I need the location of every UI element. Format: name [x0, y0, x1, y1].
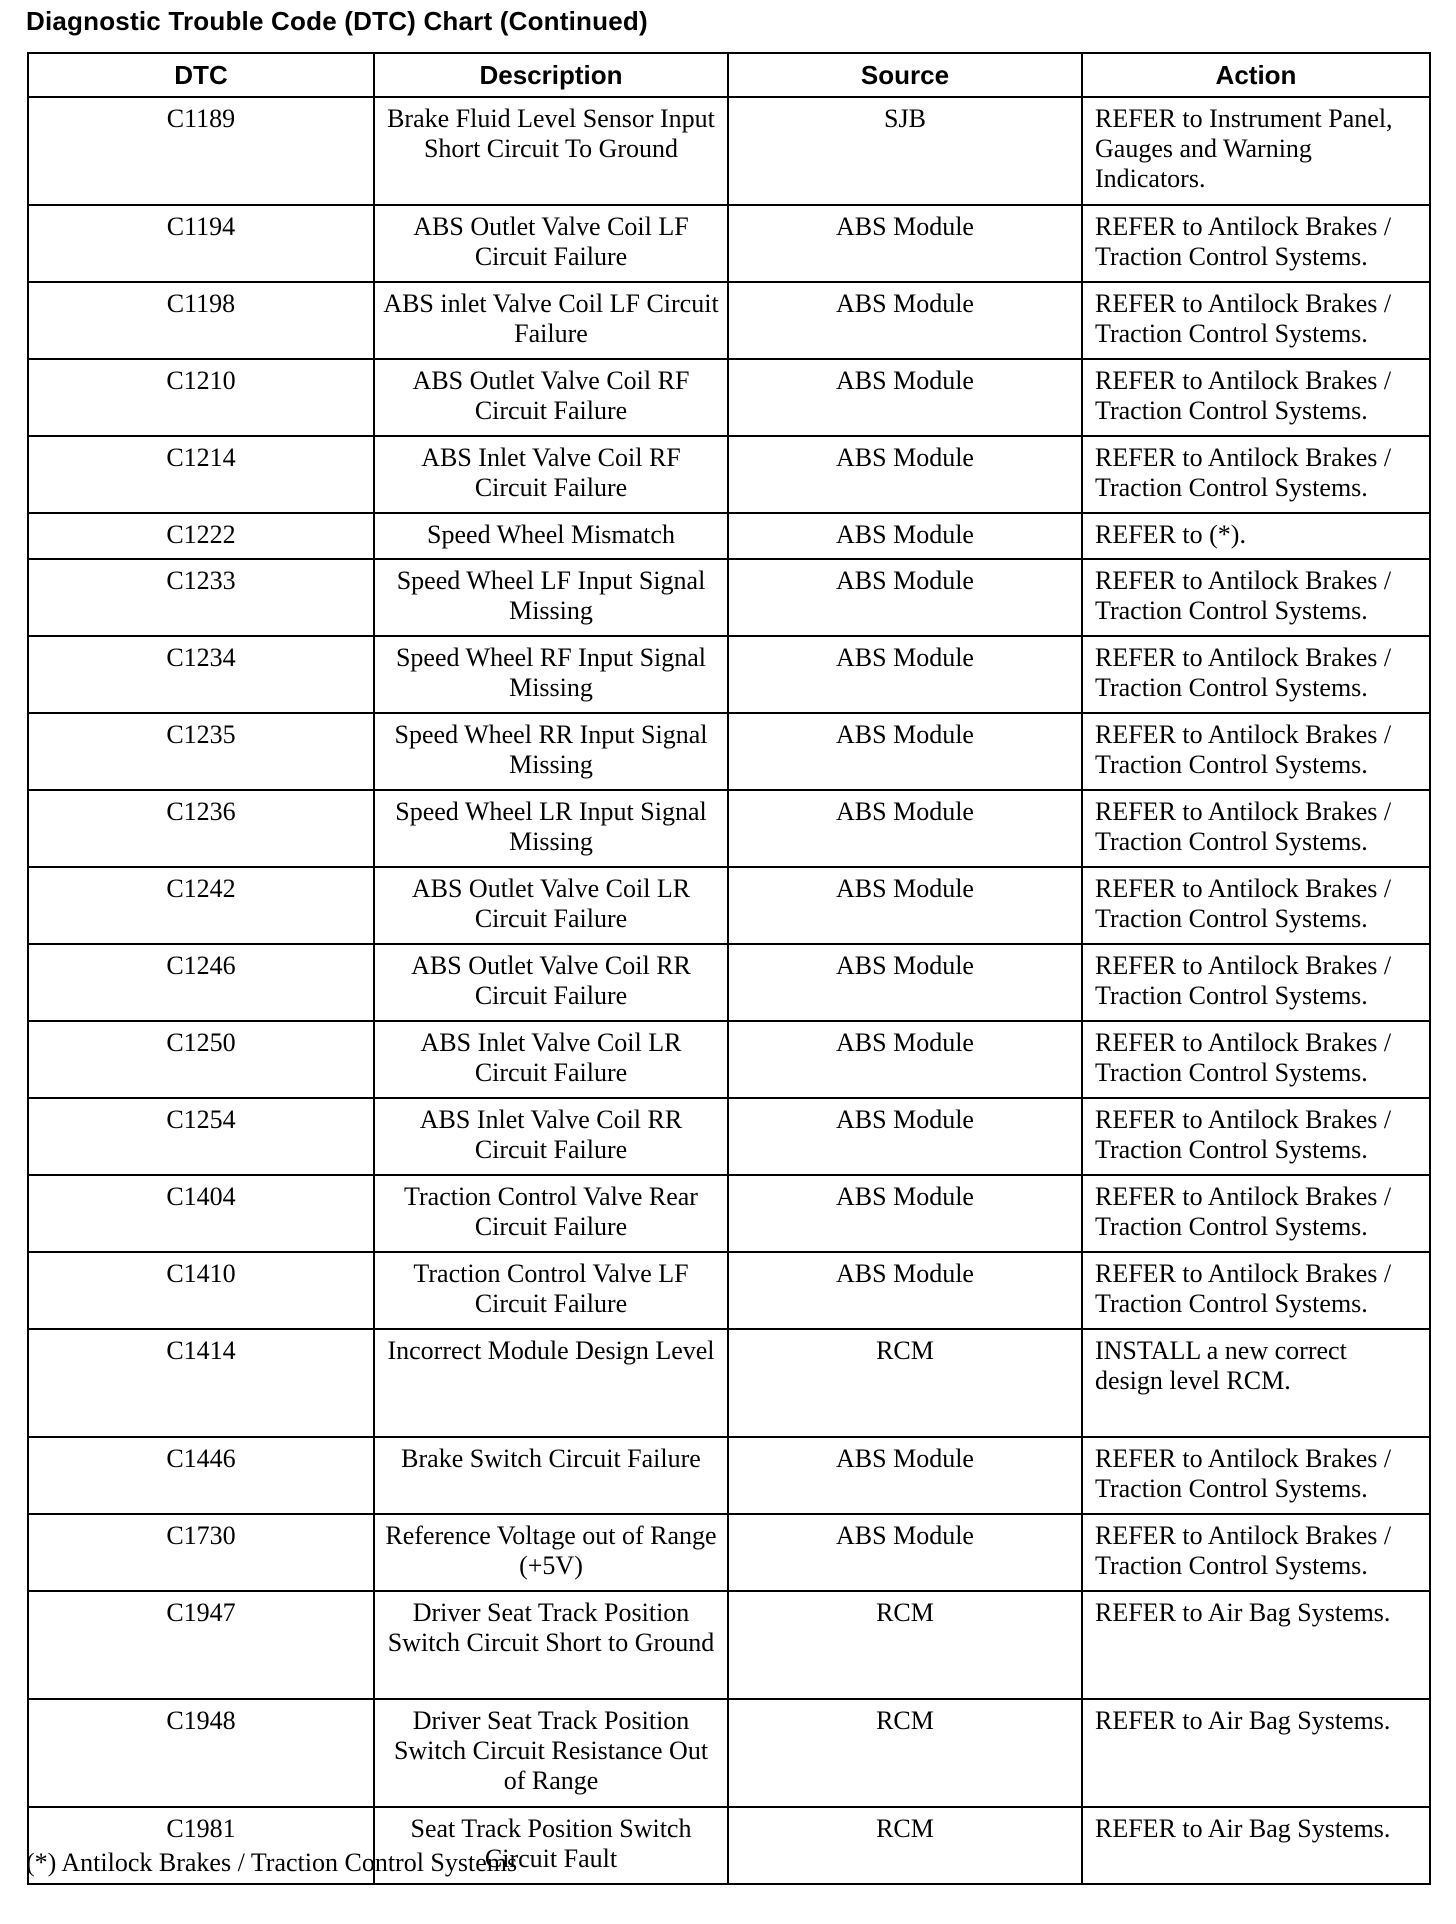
cell-action: INSTALL a new correct design level RCM.	[1082, 1329, 1430, 1437]
table-row	[28, 636, 1430, 713]
cell-source: ABS Module	[728, 1252, 1082, 1329]
cell-action: REFER to Antilock Brakes / Traction Control Systems.	[1082, 1175, 1430, 1252]
cell-description: ABS Inlet Valve Coil RR Circuit Failure	[374, 1098, 728, 1175]
cell-source: ABS Module	[728, 559, 1082, 636]
cell-action: REFER to Air Bag Systems.	[1082, 1699, 1430, 1807]
cell-dtc: C1194	[28, 205, 374, 282]
cell-description: Speed Wheel RF Input Signal Missing	[374, 636, 728, 713]
table-row	[28, 713, 1430, 790]
cell-source: ABS Module	[728, 636, 1082, 713]
cell-source: RCM	[728, 1591, 1082, 1699]
cell-dtc: C1210	[28, 359, 374, 436]
cell-action: REFER to Antilock Brakes / Traction Control Systems.	[1082, 790, 1430, 867]
cell-description: ABS Outlet Valve Coil LF Circuit Failure	[374, 205, 728, 282]
cell-source: ABS Module	[728, 359, 1082, 436]
table-row	[28, 1252, 1430, 1329]
cell-dtc: C1214	[28, 436, 374, 513]
cell-action: REFER to Antilock Brakes / Traction Control Systems.	[1082, 282, 1430, 359]
cell-dtc: C1948	[28, 1699, 374, 1807]
cell-action: REFER to Air Bag Systems.	[1082, 1807, 1430, 1884]
cell-dtc: C1236	[28, 790, 374, 867]
cell-action: REFER to Antilock Brakes / Traction Control Systems.	[1082, 1252, 1430, 1329]
cell-dtc: C1198	[28, 282, 374, 359]
cell-source: ABS Module	[728, 1021, 1082, 1098]
cell-action: REFER to Antilock Brakes / Traction Control Systems.	[1082, 1437, 1430, 1514]
cell-action: REFER to Antilock Brakes / Traction Control Systems.	[1082, 559, 1430, 636]
cell-source: ABS Module	[728, 944, 1082, 1021]
dtc-table	[27, 52, 1431, 1885]
cell-dtc: C1235	[28, 713, 374, 790]
cell-description: ABS Inlet Valve Coil RF Circuit Failure	[374, 436, 728, 513]
cell-action: REFER to Instrument Panel, Gauges and Warning Indicators.	[1082, 97, 1430, 205]
table-row	[28, 944, 1430, 1021]
cell-action: REFER to Antilock Brakes / Traction Control Systems.	[1082, 636, 1430, 713]
cell-description: ABS Inlet Valve Coil LR Circuit Failure	[374, 1021, 728, 1098]
table-header	[28, 53, 1430, 97]
cell-action: REFER to Antilock Brakes / Traction Control Systems.	[1082, 205, 1430, 282]
table-row	[28, 205, 1430, 282]
header-row	[28, 53, 1430, 97]
cell-dtc: C1414	[28, 1329, 374, 1437]
table-row	[28, 1329, 1430, 1437]
cell-dtc: C1233	[28, 559, 374, 636]
cell-source: ABS Module	[728, 713, 1082, 790]
cell-description: Driver Seat Track Position Switch Circuit Resistance Out of Range	[374, 1699, 728, 1807]
column-header-description: Description	[374, 53, 728, 97]
cell-dtc: C1730	[28, 1514, 374, 1591]
column-header-source: Source	[728, 53, 1082, 97]
cell-action: REFER to Antilock Brakes / Traction Control Systems.	[1082, 867, 1430, 944]
table-row	[28, 359, 1430, 436]
cell-dtc: C1250	[28, 1021, 374, 1098]
cell-description: Traction Control Valve LF Circuit Failure	[374, 1252, 728, 1329]
table-row	[28, 790, 1430, 867]
cell-action: REFER to Antilock Brakes / Traction Control Systems.	[1082, 1098, 1430, 1175]
cell-source: ABS Module	[728, 1098, 1082, 1175]
table-row	[28, 97, 1430, 205]
cell-description: Speed Wheel Mismatch	[374, 513, 728, 559]
cell-source: ABS Module	[728, 1514, 1082, 1591]
footnote: (*) Antilock Brakes / Traction Control Systems	[26, 1848, 518, 1877]
cell-source: RCM	[728, 1699, 1082, 1807]
cell-action: REFER to Antilock Brakes / Traction Control Systems.	[1082, 1021, 1430, 1098]
column-header-action: Action	[1082, 53, 1430, 97]
column-header-dtc: DTC	[28, 53, 374, 97]
cell-source: RCM	[728, 1807, 1082, 1884]
cell-dtc: C1981	[28, 1807, 374, 1884]
cell-dtc: C1189	[28, 97, 374, 205]
cell-source: ABS Module	[728, 1437, 1082, 1514]
cell-dtc: C1404	[28, 1175, 374, 1252]
cell-description: Reference Voltage out of Range (+5V)	[374, 1514, 728, 1591]
cell-action: REFER to Antilock Brakes / Traction Control Systems.	[1082, 359, 1430, 436]
cell-dtc: C1254	[28, 1098, 374, 1175]
cell-description: Driver Seat Track Position Switch Circuit Short to Ground	[374, 1591, 728, 1699]
table-row	[28, 559, 1430, 636]
cell-description: Traction Control Valve Rear Circuit Failure	[374, 1175, 728, 1252]
cell-description: Speed Wheel LF Input Signal Missing	[374, 559, 728, 636]
cell-action: REFER to (*).	[1082, 513, 1430, 559]
cell-dtc: C1234	[28, 636, 374, 713]
cell-dtc: C1410	[28, 1252, 374, 1329]
table-row	[28, 513, 1430, 559]
table-row	[28, 1699, 1430, 1807]
table-row	[28, 1591, 1430, 1699]
cell-dtc: C1246	[28, 944, 374, 1021]
cell-source: ABS Module	[728, 436, 1082, 513]
cell-action: REFER to Antilock Brakes / Traction Control Systems.	[1082, 713, 1430, 790]
cell-action: REFER to Antilock Brakes / Traction Control Systems.	[1082, 1514, 1430, 1591]
cell-dtc: C1242	[28, 867, 374, 944]
cell-source: ABS Module	[728, 867, 1082, 944]
cell-action: REFER to Air Bag Systems.	[1082, 1591, 1430, 1699]
table-row	[28, 1021, 1430, 1098]
cell-description: Speed Wheel RR Input Signal Missing	[374, 713, 728, 790]
table-row	[28, 1098, 1430, 1175]
cell-source: ABS Module	[728, 205, 1082, 282]
cell-source: SJB	[728, 97, 1082, 205]
table-row	[28, 1175, 1430, 1252]
cell-description: ABS Outlet Valve Coil RF Circuit Failure	[374, 359, 728, 436]
table-body	[28, 97, 1430, 1884]
cell-description: Speed Wheel LR Input Signal Missing	[374, 790, 728, 867]
table-row	[28, 867, 1430, 944]
cell-description: Brake Switch Circuit Failure	[374, 1437, 728, 1514]
cell-source: ABS Module	[728, 790, 1082, 867]
page-title: Diagnostic Trouble Code (DTC) Chart (Continued)	[26, 6, 648, 36]
cell-source: RCM	[728, 1329, 1082, 1437]
cell-source: ABS Module	[728, 282, 1082, 359]
cell-action: REFER to Antilock Brakes / Traction Control Systems.	[1082, 944, 1430, 1021]
cell-dtc: C1947	[28, 1591, 374, 1699]
cell-action: REFER to Antilock Brakes / Traction Control Systems.	[1082, 436, 1430, 513]
cell-description: Incorrect Module Design Level	[374, 1329, 728, 1437]
cell-source: ABS Module	[728, 513, 1082, 559]
table-row	[28, 436, 1430, 513]
cell-description: ABS inlet Valve Coil LF Circuit Failure	[374, 282, 728, 359]
table-row	[28, 282, 1430, 359]
cell-source: ABS Module	[728, 1175, 1082, 1252]
cell-description: ABS Outlet Valve Coil LR Circuit Failure	[374, 867, 728, 944]
table-row	[28, 1437, 1430, 1514]
cell-dtc: C1222	[28, 513, 374, 559]
cell-description: ABS Outlet Valve Coil RR Circuit Failure	[374, 944, 728, 1021]
cell-description: Seat Track Position Switch Circuit Fault	[374, 1807, 728, 1884]
cell-dtc: C1446	[28, 1437, 374, 1514]
cell-description: Brake Fluid Level Sensor Input Short Circuit To Ground	[374, 97, 728, 205]
table-row	[28, 1514, 1430, 1591]
